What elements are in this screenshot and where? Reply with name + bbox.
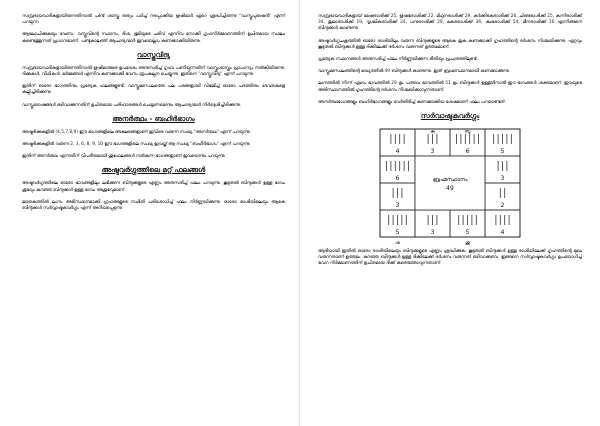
planet-label: കു	[430, 129, 435, 135]
cell-value: 4	[395, 148, 400, 156]
planet-label: ശ	[395, 241, 400, 247]
cell-value: 3	[430, 148, 435, 156]
paragraph: ഇതിന് അനർത്ഥം എന്നതിന് വിപരീതമായി ശുഭഫലങ്ങൾ നൽകുന്ന ഭാഗങ്ങളാണ് ഇവയെന്നും പറയുന്നു.	[22, 154, 226, 160]
section-heading: അനർത്ഥം - ബഹിർഭാഗം	[112, 114, 195, 123]
cell-value: 6	[395, 175, 400, 183]
paragraph: അഷ്ടദിക്കുകളിൽ വരുന്ന 2, 3, 6, 8, 9, 10 ഈ ഭാഗങ്ങളിലെ സംഖ്യ ഇവയ്ക്ക് ആ സംഖ്യ "ബഹിർഭാഗം" എന്ന് പറയുന്നു.	[22, 142, 251, 148]
paragraph: അനർത്ഥഭാഗങ്ങളും ബഹിർഭാഗങ്ങളും വേർതിരിച്ച് കണക്കാക്കിയ ശേഷമാണ് ഫലം പറയേണ്ടത്.	[318, 99, 506, 105]
planet-label: ബു	[464, 129, 471, 135]
paragraph: സമ്പ്രദായവാദികളായ് മേഷരാശിക്ക് 25, ഋഷഭരാശിക്ക് 22, മിഥുനരാശിക്ക് 29, കർക്കിടകരാശിക്ക് 28, ചിങ്ങരാശിക്ക് 25, കന്നിരാശിക്ക് 34, തുലാരാശിക്ക് 19, വൃശ്ചികരാശിക്ക് 24, ധനുരാശിക്ക് 29, മകരരാശിക്ക് 36, കുംഭരാശിക്ക് 54, മീനരാശിക്ക് 16 എന്നിങ്ങനെ ബിന്ദുക്കൾ കാണുന്നു.	[318, 14, 582, 32]
cell-value: 5	[395, 229, 400, 237]
cell-value: 4	[500, 229, 505, 237]
cell-value: 3	[500, 175, 505, 183]
paragraph: പ്രത്യേക സ്ഥാനങ്ങൾ അനുസരിച്ച് ഫലം നിർണ്ണയിക്കുന്ന രീതിയും പ്രചാരത്തിലുണ്ട്.	[318, 57, 478, 63]
centre-value: 49	[446, 185, 454, 193]
cell-value: 3	[430, 229, 435, 237]
cell-value: 3	[395, 202, 400, 210]
paragraph: സമ്പ്രദായവാദികളായിരുന്നതിനാൽ പണ്ട് ശാസ്ത്ര തത്വം പഠിച്ച് നടപ്പാക്കിയ ഋഷിമാർ ഏറെ ശ്രദ്ധിച്ചിരുന്നു "വാസ്തുപുരുഷൻ" എന്ന് പറയുന്ന	[22, 14, 285, 26]
cell-value: 5	[500, 148, 505, 156]
paragraph: അഷ്ടവർഗ്ഗചക്രത്തിൽ ഓരോ രാശിയിലും വരുന്ന ബിന്ദുക്കളുടെ ആകെ തുക കണക്കാക്കി ഗൃഹത്തിന്റെ ദർശനം നിശ്ചയിക്കുന്നു. ഏറ്റവും കൂടുതൽ ബിന്ദുക്കൾ ഉള്ള ദിക്കിലേക്ക് ദർശനം വരുന്നത് ഉത്തമമാണ്.	[318, 38, 582, 50]
section-heading: വാസ്തുവിദ്യ	[136, 50, 170, 59]
cell-value: 6	[465, 148, 470, 156]
ashtakavarga-chart	[350, 125, 550, 247]
paragraph: ആദിയായി ഇതിൽ ഓരോ രാശിയിലെയും ബിന്ദുക്കളുടെ എണ്ണം ശ്രദ്ധിക്കുക. കൂടുതൽ ബിന്ദുക്കൾ ഉള്ള രാശിയിലേക്ക് ഗൃഹത്തിന്റെ മുഖം വരുന്നതാണ് ഉത്തമം. കുറഞ്ഞ ബിന്ദുക്കൾ ഉള്ള ദിക്കിലേക്ക് ദർശനം വരുന്നത് ഒഴിവാക്കണം. ഇങ്ങനെ സർവ്വാഷ്ടകവർഗ്ഗം ഉപയോഗിച്ച് ഭവന നിർമ്മാണത്തിന് ഉചിതമായ ദിക്ക് കണ്ടെത്താവുന്നതാണ്.	[318, 249, 582, 267]
chart-title: സർവാഷ്ടകവർഗ്ഗം	[420, 112, 480, 121]
paragraph: ഇതിന് ഓരോ ഭാഗത്തിനും പ്രത്യേക ഫലങ്ങളുണ്ട്. വാസ്തുമണ്ഡലത്തെ പല പദങ്ങളായി വിഭജിച്ച് ഓരോ പദത്തിനും ദേവതകളെ കല്പിച്ചിരിക്കുന്നു.	[22, 84, 285, 96]
paragraph: ജാതകത്തിൽ ലഗ്നം അടിസ്ഥാനമാക്കി ഗ്രഹങ്ങളുടെ സ്ഥിതി പരിശോധിച്ച് ഫലം നിർണ്ണയിക്കുന്നു. ഓരോ രാശിയിലെയും ആകെ ബിന്ദുക്കൾ സർവ്വാഷ്ടകവർഗ്ഗം എന്ന് അറിയപ്പെടുന്നു.	[22, 199, 285, 212]
planet-label: ശു	[465, 241, 470, 247]
cell-value: 2	[500, 202, 505, 210]
chart-centre	[415, 156, 485, 210]
paragraph: വാസ്തുമണ്ഡലത്തിന്റെ മദ്ധ്യത്തിൽ 49 ബിന്ദുക്കൾ കാണുന്നു. ഇത് ബ്രഹ്മസ്ഥാനമായി കണക്കാക്കുന്നു.	[318, 69, 510, 75]
centre-label: ബ്രഹ്മസ്ഥാനം	[432, 177, 468, 184]
right-page	[300, 0, 600, 426]
paragraph: ലഗ്നത്തിൽ നിന്ന് ഏഴാം ഭാവത്തിൽ 29 ഉം പത്താം ഭാവത്തിൽ 51 ഉം ബിന്ദുക്കൾ ഉള്ളതിനാൽ ഈ ഭാവങ്ങൾ ശക്തമാണ്. ഇവയുടെ അടിസ്ഥാനത്തിൽ ഗൃഹത്തിന്റെ ദർശനം നിശ്ചയിക്കാവുന്നതാണ്.	[318, 81, 582, 93]
paragraph: വാസ്തുദോഷങ്ങൾ ഒഴിവാക്കുന്നതിന് ഉചിതമായ പരിഹാരങ്ങൾ ചെയ്യണമെന്നും ആചാര്യന്മാർ നിർദ്ദേശിച്ചിരിക്കുന്നു.	[22, 102, 241, 108]
paragraph: അഷ്ടവർഗ്ഗത്തിലെ ഓരോ ഭാവങ്ങളിലും ലഭിക്കുന്ന ബിന്ദുക്കളുടെ എണ്ണം അനുസരിച്ച് ഫലം പറയുന്നു. കൂടുതൽ ബിന്ദുക്കൾ ഉള്ള ഭാവം ശുഭവും കുറഞ്ഞ ബിന്ദുക്കൾ ഉള്ള ഭാവം അശുഭവുമാണ്.	[22, 181, 285, 193]
paragraph: സമ്പ്രദായവാദികളായിരുന്നതിനാൽ ഋഷിമാരുടെ ഉപദേശം അനുസരിച്ച് ഗൃഹം പണിയുന്നതിന് വാസ്തുശാസ്ത്രം പ്രാധാന്യം നൽകിയിരുന്നു. ദിക്കുകൾ, വീഥികൾ, മർമ്മങ്ങൾ എന്നിവ കണക്കാക്കി ഭവനം രൂപകല്പന ചെയ്യുന്നു. ഇതിനെ "വാസ്തുവിദ്യ" എന്ന് പറയുന്നു.	[22, 65, 285, 78]
cell-value: 5	[465, 229, 470, 237]
paragraph: അഷ്ടദിക്കുകളിൽ (4,5,7,8,9) ഈ ഭാഗങ്ങളിലെ അക്ഷരങ്ങളാണ് ഇവിടെ വരുന്ന സംഖ്യ "അനർത്ഥം" എന്ന് പറയുന്നു.	[22, 129, 251, 135]
section-heading: അഷ്ടവർഗ്ഗത്തിലെ മറ്റ് ഫലങ്ങൾ	[101, 166, 206, 175]
paragraph: ആലോചിക്കുകയും വേണം. വസ്തുവിന്റെ സ്ഥാനം, ദിശ, ഭൂമിയുടെ ചരിവ് എന്നിവ നോക്കി ഗൃഹനിർമ്മാണത്തിന് ഉചിതമായ സ്ഥലം കണ്ടെത്തുന്നത് പ്രധാനമാണ്. പണ്ടുകാലത്ത് ആചാര്യന്മാർ ഇവയെല്ലാം കണക്കാക്കിയിരുന്നു.	[22, 32, 285, 44]
